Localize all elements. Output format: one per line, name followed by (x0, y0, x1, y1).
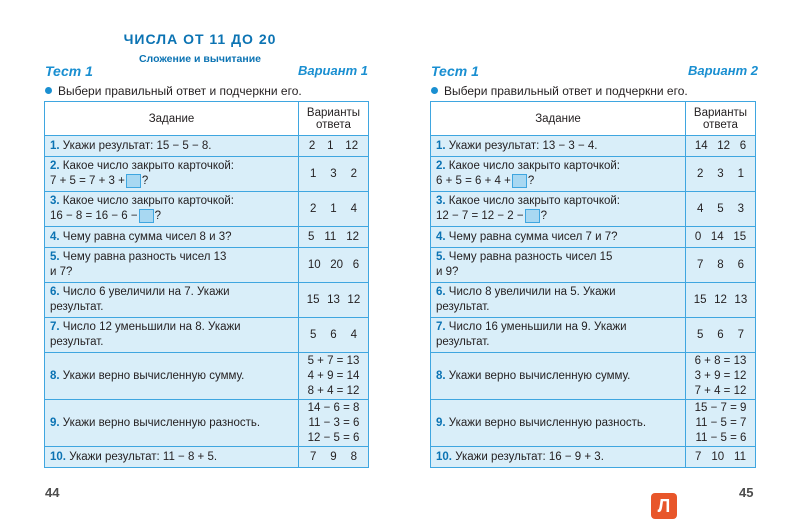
task-cell (45, 283, 299, 318)
answer-option[interactable]: 6 (330, 328, 337, 341)
table-row (45, 353, 369, 400)
task-number: 2. (436, 160, 446, 172)
variant-label: Вариант 2 (688, 63, 758, 78)
answer-option[interactable]: 2 (308, 139, 316, 152)
task-text: Укажи верно вычисленную сумму. (62, 369, 245, 382)
task-text-line2: результат. (50, 336, 104, 349)
task-text: Укажи результат: 11 − 8 + 5. (69, 450, 218, 463)
table-row (431, 248, 756, 283)
answers-cell (299, 447, 369, 468)
answer-option[interactable]: 6 (352, 258, 360, 271)
publisher-logo-icon: Л (651, 493, 677, 519)
answer-option[interactable]: 6 (739, 139, 747, 152)
table-row (431, 447, 756, 468)
answer-options (299, 328, 368, 343)
task-number: 10. (436, 450, 452, 463)
instruction-text: Выбери правильный ответ и подчеркни его. (58, 84, 302, 98)
table-row (45, 318, 369, 353)
answer-option[interactable]: 0 (694, 230, 702, 243)
table-row (431, 192, 756, 227)
answer-options (308, 354, 360, 399)
header-options (299, 102, 369, 136)
task-cell (45, 192, 299, 227)
task-text: Чему равна разность чисел 13 (62, 251, 227, 264)
task-cell (45, 227, 299, 248)
header-options-line1: Варианты (693, 106, 748, 119)
task-text: Число 8 увеличили на 5. Укажи (448, 286, 616, 299)
bullet-icon (431, 87, 438, 94)
task-equation: 7 + 5 = 7 + 3 + (50, 175, 125, 188)
answer-option[interactable]: 15 − 7 = 9 (694, 401, 747, 414)
task-text: Укажи результат: 13 − 3 − 4. (448, 139, 598, 152)
answer-option[interactable]: 7 (694, 450, 702, 463)
answer-options (308, 401, 360, 446)
answer-option[interactable]: 4 (696, 202, 704, 215)
answers-cell (299, 136, 369, 157)
task-number: 4. (436, 230, 446, 243)
task-cell (431, 353, 686, 400)
answers-cell (686, 353, 756, 400)
bullet-icon (45, 87, 52, 94)
table-row (431, 157, 756, 192)
task-equation: 16 − 8 = 16 − 6 − (50, 210, 138, 223)
answer-options (695, 401, 747, 446)
task-text: Чему равна сумма чисел 8 и 3? (62, 230, 232, 243)
answer-option[interactable]: 5 (309, 328, 317, 341)
answer-option[interactable]: 8 (350, 450, 358, 463)
task-number: 8. (50, 369, 60, 382)
task-number: 5. (436, 251, 446, 264)
task-text-line2: результат. (436, 336, 490, 349)
answers-cell (686, 283, 756, 318)
answer-option[interactable]: 14 − 6 = 8 (307, 401, 360, 414)
answer-option[interactable]: 10 (307, 258, 321, 271)
task-cell (45, 248, 299, 283)
answer-option[interactable]: 11 − 3 = 6 (308, 416, 360, 429)
test-table (44, 101, 369, 468)
hidden-card (139, 209, 154, 223)
task-question-mark: ? (154, 210, 162, 223)
task-text: Число 6 увеличили на 7. Укажи (62, 286, 230, 299)
answer-option[interactable]: 1 (330, 202, 337, 215)
answer-option[interactable]: 12 (345, 139, 359, 152)
page-number: 45 (739, 485, 754, 500)
right-page (400, 0, 800, 530)
answer-option[interactable]: 4 (350, 202, 358, 215)
answer-options (686, 328, 755, 343)
task-question-mark: ? (141, 175, 149, 188)
header-options-line1: Варианты (306, 106, 361, 119)
task-cell (45, 400, 299, 447)
table-row (45, 227, 369, 248)
answer-option[interactable]: 1 (327, 139, 334, 152)
task-text: Укажи результат: 15 − 5 − 8. (62, 139, 212, 152)
task-text: Чему равна разность чисел 15 (448, 251, 613, 264)
answers-cell (686, 248, 756, 283)
answer-option[interactable]: 13 (327, 293, 340, 306)
answer-option[interactable]: 7 (737, 328, 745, 341)
table-row (431, 353, 756, 400)
answer-option[interactable]: 12 (347, 293, 361, 306)
answer-option[interactable]: 11 − 5 = 6 (695, 431, 747, 444)
answers-cell (299, 283, 369, 318)
task-text: Укажи верно вычисленную сумму. (448, 369, 631, 382)
table-row (45, 192, 369, 227)
task-number: 2. (50, 160, 60, 172)
task-number: 5. (50, 251, 60, 264)
table-row (431, 318, 756, 353)
answers-cell (299, 353, 369, 400)
task-cell (431, 227, 686, 248)
task-cell (45, 353, 299, 400)
task-text: Какое число закрыто карточкой: (448, 160, 620, 172)
task-cell (431, 447, 686, 468)
task-text: Какое число закрыто карточкой: (62, 195, 234, 208)
answers-cell (686, 227, 756, 248)
section-title: ЧИСЛА ОТ 11 ДО 20 (123, 31, 277, 47)
task-number: 6. (436, 286, 446, 299)
hidden-card (525, 209, 540, 223)
answer-option[interactable]: 8 + 4 = 12 (307, 384, 360, 397)
instruction-text: Выбери правильный ответ и подчеркни его. (444, 84, 688, 98)
task-text: Какое число закрыто карточкой: (62, 160, 234, 172)
header-options-line2: ответа (316, 118, 351, 131)
answer-option[interactable]: 3 (717, 167, 724, 180)
answer-option[interactable]: 5 + 7 = 13 (307, 354, 360, 367)
task-number: 1. (436, 139, 446, 152)
task-text: Чему равна сумма чисел 7 и 7? (448, 230, 618, 243)
task-number: 3. (50, 195, 60, 208)
answer-options (686, 167, 755, 182)
answer-option[interactable]: 9 (330, 450, 337, 463)
answer-options (299, 167, 368, 182)
table-row (45, 400, 369, 447)
answer-option[interactable]: 1 (737, 167, 745, 180)
hidden-card (512, 174, 527, 188)
answer-options (686, 139, 755, 154)
task-number: 7. (50, 321, 60, 334)
header-options-line2: ответа (703, 118, 738, 131)
task-text: Какое число закрыто карточкой: (448, 195, 620, 208)
answers-cell (299, 400, 369, 447)
answer-option[interactable]: 2 (696, 167, 704, 180)
answer-options (686, 450, 755, 465)
answers-cell (686, 447, 756, 468)
answer-option[interactable]: 12 (717, 139, 731, 152)
answer-options (299, 258, 368, 273)
answer-options (686, 202, 755, 217)
answer-options (299, 293, 368, 308)
table-row (431, 283, 756, 318)
header-task: Задание (45, 102, 299, 136)
task-number: 10. (50, 450, 66, 463)
answers-cell (299, 227, 369, 248)
answers-cell (686, 157, 756, 192)
answer-option[interactable]: 14 (694, 139, 708, 152)
task-text: Число 16 уменьшили на 9. Укажи (448, 321, 627, 334)
answer-options (686, 293, 755, 308)
table-row (45, 136, 369, 157)
answer-option[interactable]: 14 (710, 230, 724, 243)
test-label: Тест 1 (431, 63, 479, 79)
answer-option[interactable]: 2 (309, 202, 317, 215)
answer-option[interactable]: 2 (350, 167, 358, 180)
task-number: 3. (436, 195, 446, 208)
answer-option[interactable]: 11 − 5 = 7 (695, 416, 747, 429)
variant-label: Вариант 1 (298, 63, 368, 78)
table-header-row (431, 102, 756, 136)
task-number: 8. (436, 369, 446, 382)
answer-option[interactable]: 8 (717, 258, 724, 271)
answer-option[interactable]: 13 (734, 293, 748, 306)
table-row (431, 227, 756, 248)
answer-options (299, 450, 368, 465)
task-number: 9. (50, 416, 60, 429)
task-text-line2: результат. (50, 301, 104, 314)
answer-option[interactable]: 7 (309, 450, 317, 463)
task-cell (45, 447, 299, 468)
table-row (431, 400, 756, 447)
table-row (431, 136, 756, 157)
task-cell (431, 283, 686, 318)
test-label: Тест 1 (45, 63, 93, 79)
task-text-line2: результат. (436, 301, 490, 314)
task-number: 1. (50, 139, 60, 152)
task-cell (45, 157, 299, 192)
answer-options (686, 258, 755, 273)
answer-option[interactable]: 4 (350, 328, 358, 341)
answer-option[interactable]: 6 (737, 258, 745, 271)
answer-option[interactable]: 15 (693, 293, 707, 306)
answer-option[interactable]: 3 (330, 167, 337, 180)
answer-options (299, 139, 368, 154)
answer-options (686, 230, 755, 245)
answer-option[interactable]: 12 (714, 293, 727, 306)
answer-options (695, 354, 747, 399)
answers-cell (299, 248, 369, 283)
answer-option[interactable]: 3 (737, 202, 745, 215)
answer-option[interactable]: 11 (324, 230, 337, 243)
answer-option[interactable]: 5 (717, 202, 724, 215)
task-question-mark: ? (540, 210, 548, 223)
answer-option[interactable]: 6 (717, 328, 724, 341)
answer-option[interactable]: 1 (309, 167, 317, 180)
task-cell (431, 318, 686, 353)
answer-option[interactable]: 10 (711, 450, 725, 463)
answer-options (299, 202, 368, 217)
task-text: Число 12 уменьшили на 8. Укажи (62, 321, 241, 334)
test-table (430, 101, 756, 468)
header-options (686, 102, 756, 136)
answers-cell (299, 318, 369, 353)
answer-option[interactable]: 15 (306, 293, 320, 306)
task-cell (431, 192, 686, 227)
task-text: Укажи верно вычисленную разность. (62, 416, 261, 429)
answer-option[interactable]: 5 (696, 328, 704, 341)
task-equation: 12 − 7 = 12 − 2 − (436, 210, 524, 223)
answer-option[interactable]: 5 (307, 230, 315, 243)
answers-cell (686, 400, 756, 447)
table-row (45, 283, 369, 318)
answer-option[interactable]: 11 (734, 450, 746, 463)
answer-option[interactable]: 7 + 4 = 12 (694, 384, 747, 397)
header-task: Задание (431, 102, 686, 136)
task-cell (431, 248, 686, 283)
task-cell (431, 157, 686, 192)
answer-option[interactable]: 3 + 9 = 12 (694, 369, 747, 382)
section-subtitle: Сложение и вычитание (138, 53, 262, 65)
answer-option[interactable]: 20 (330, 258, 344, 271)
table-row (45, 447, 369, 468)
answers-cell (299, 157, 369, 192)
answers-cell (686, 192, 756, 227)
answer-options (299, 230, 368, 245)
task-number: 7. (436, 321, 446, 334)
task-text-line2: и 7? (50, 266, 73, 279)
answer-option[interactable]: 4 + 9 = 14 (307, 369, 360, 382)
answers-cell (686, 318, 756, 353)
task-equation: 6 + 5 = 6 + 4 + (436, 175, 511, 188)
task-cell (431, 400, 686, 447)
answer-option[interactable]: 6 + 8 = 13 (694, 354, 747, 367)
task-question-mark: ? (527, 175, 535, 188)
page-number: 44 (45, 485, 60, 500)
hidden-card (126, 174, 141, 188)
instruction (45, 84, 302, 98)
task-number: 9. (436, 416, 446, 429)
task-cell (431, 136, 686, 157)
answer-option[interactable]: 7 (696, 258, 704, 271)
task-text: Укажи верно вычисленную разность. (448, 416, 647, 429)
answer-option[interactable]: 12 (346, 230, 359, 243)
answers-cell (299, 192, 369, 227)
table-row (45, 157, 369, 192)
instruction (431, 84, 688, 98)
task-text-line2: и 9? (436, 266, 459, 279)
table-header-row (45, 102, 369, 136)
task-text: Укажи результат: 16 − 9 + 3. (455, 450, 604, 463)
task-number: 6. (50, 286, 60, 299)
task-cell (45, 318, 299, 353)
answers-cell (686, 136, 756, 157)
answer-option[interactable]: 12 − 5 = 6 (307, 431, 360, 444)
answer-option[interactable]: 15 (733, 230, 747, 243)
task-cell (45, 136, 299, 157)
task-number: 4. (50, 230, 60, 243)
table-row (45, 248, 369, 283)
